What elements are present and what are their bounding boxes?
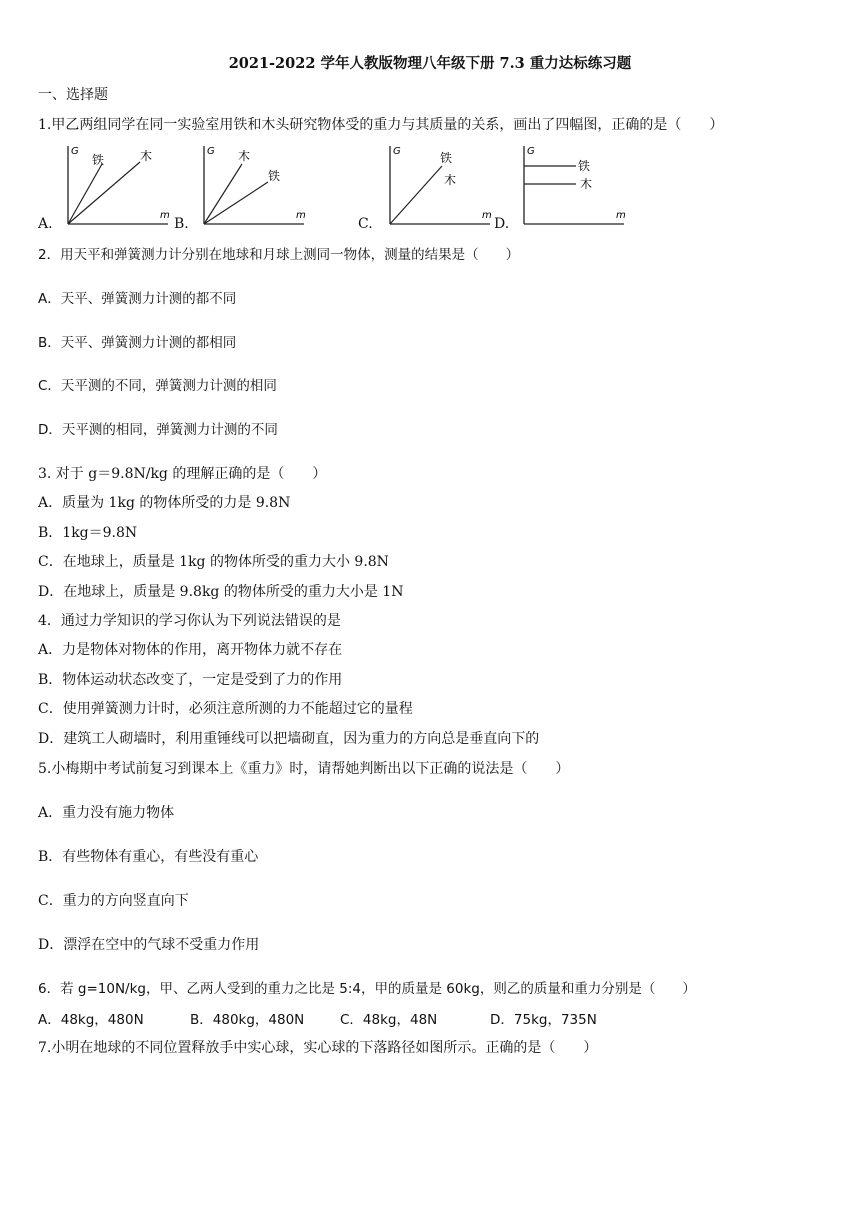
q4-stem: 4．通过力学知识的学习你认为下列说法错误的是	[38, 613, 341, 629]
iron-label: 铁	[268, 169, 281, 183]
axis-m-label: m	[160, 210, 170, 221]
q3-option-b: B．1kg＝9.8N	[38, 525, 138, 541]
q6-option-c: C．48kg，48N	[340, 1012, 438, 1028]
q1-option-b-label: B.	[174, 216, 189, 232]
page-title: 2021-2022 学年人教版物理八年级下册 7.3 重力达标练习题	[228, 55, 632, 72]
q6-option-a: A．48kg，480N	[38, 1012, 144, 1028]
q5-stem: 5.小梅期中考试前复习到课本上《重力》时，请帮她判断出以下正确的说法是（ ）	[38, 761, 570, 777]
q3-stem: 3. 对于 g＝9.8N/kg 的理解正确的是（ ）	[38, 466, 327, 482]
wood-label: 木	[238, 149, 251, 163]
q1-option-c-label: C.	[358, 216, 373, 232]
iron-label: 铁	[578, 159, 591, 173]
q2-option-c: C．天平测的不同，弹簧测力计测的相同	[38, 378, 277, 394]
iron-line	[68, 164, 102, 224]
axis-m-label: m	[482, 210, 492, 221]
q3-option-c: C．在地球上，质量是 1kg 的物体所受的重力大小 9.8N	[38, 554, 389, 570]
wood-label: 木	[580, 177, 593, 191]
wood-line	[204, 164, 242, 224]
q5-option-b: B．有些物体有重心，有些没有重心	[38, 849, 259, 865]
section-heading: 一、选择题	[38, 87, 108, 103]
axis-m-label: m	[616, 210, 626, 221]
axis-g-label: G	[393, 146, 401, 157]
q2-option-d: D．天平测的相同，弹簧测力计测的不同	[38, 422, 278, 438]
q2-option-b: B．天平、弹簧测力计测的都相同	[38, 335, 237, 351]
q6-option-b: B．480kg，480N	[190, 1012, 305, 1028]
q1-graph-c	[378, 140, 498, 230]
axis-g-label: G	[207, 146, 215, 157]
q1-option-a-label: A.	[38, 216, 53, 232]
q4-option-b: B．物体运动状态改变了，一定是受到了力的作用	[38, 672, 343, 688]
axis-m-label: m	[296, 210, 306, 221]
q7-stem: 7.小明在地球的不同位置释放手中实心球，实心球的下落路径如图所示。正确的是（ ）	[38, 1040, 598, 1056]
iron-label: 铁	[92, 153, 105, 167]
iron-line	[204, 182, 268, 224]
q1-stem: 1.甲乙两组同学在同一实验室用铁和木头研究物体受的重力与其质量的关系，画出了四幅图，正确的是（ ）	[38, 117, 724, 133]
q4-option-d: D．建筑工人砌墙时，利用重锤线可以把墙砌直，因为重力的方向总是垂直向下的	[38, 731, 540, 747]
q4-option-a: A．力是物体对物体的作用，离开物体力就不存在	[38, 642, 343, 658]
q3-option-a: A．质量为 1kg 的物体所受的力是 9.8N	[38, 495, 291, 511]
axis-g-label: G	[527, 146, 535, 157]
q5-option-d: D．漂浮在空中的气球不受重力作用	[38, 937, 260, 953]
q6-stem: 6．若 g=10N/kg，甲、乙两人受到的重力之比是 5:4，甲的质量是 60kg，则乙的质量和重力分别是（ ）	[38, 981, 696, 997]
q2-option-a: A．天平、弹簧测力计测的都不同	[38, 291, 237, 307]
q1-graph-b	[192, 140, 312, 230]
q5-option-a: A．重力没有施力物体	[38, 805, 175, 821]
axis-g-label: G	[71, 146, 79, 157]
iron-label: 铁	[440, 151, 453, 165]
q4-option-c: C．使用弹簧测力计时，必须注意所测的力不能超过它的量程	[38, 701, 413, 717]
q2-stem: 2．用天平和弹簧测力计分别在地球和月球上测同一物体，测量的结果是（ ）	[38, 247, 520, 263]
wood-label: 木	[140, 149, 153, 163]
wood-line	[68, 162, 140, 224]
combined-line	[390, 166, 442, 224]
q1-graph-a	[56, 140, 176, 230]
q5-option-c: C．重力的方向竖直向下	[38, 893, 189, 909]
q1-option-d-label: D.	[494, 216, 510, 232]
wood-label: 木	[444, 173, 457, 187]
q3-option-d: D．在地球上，质量是 9.8kg 的物体所受的重力大小是 1N	[38, 584, 404, 600]
q6-option-d: D．75kg，735N	[490, 1012, 597, 1028]
q1-graph-d	[512, 140, 632, 230]
